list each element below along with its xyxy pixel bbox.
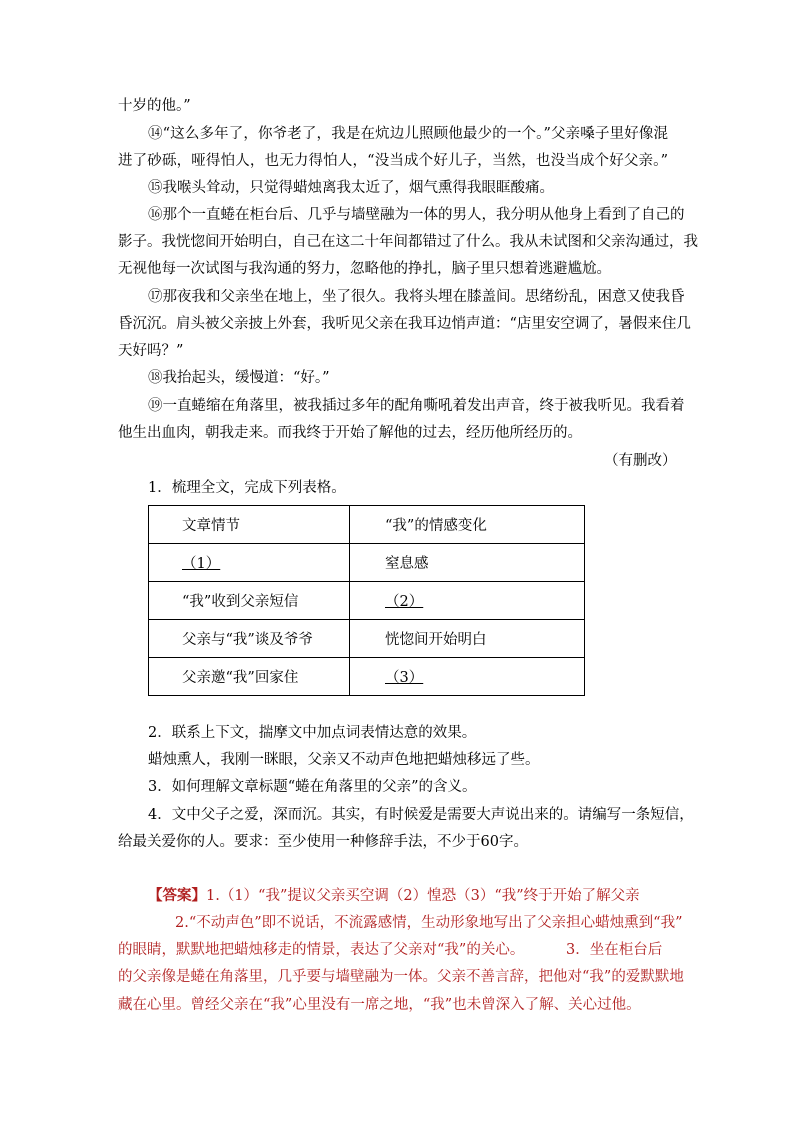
table-row (149, 582, 585, 620)
answer-1 (148, 886, 640, 906)
question-4-line-1: 4．文中父子之爱，深而沉。其实，有时候爱是需要大声说出来的。请编写一条短信， (148, 807, 694, 823)
paragraph-16-line-2: 影子。我恍惚间开始明白，自己在这二十年间都错过了什么。我从未试图和父亲沟通过，我 (118, 234, 698, 250)
blank-1[interactable]: （1） (182, 556, 221, 572)
blank-2[interactable]: （2） (385, 594, 424, 610)
paragraph-15: ⑮我喉头耸动，只觉得蜡烛离我太近了，烟气熏得我眼眶酸痛。 (148, 180, 554, 196)
paragraph-19-line-2: 他生出血肉，朝我走来。而我终于开始了解他的过去，经历他所经历的。 (118, 425, 582, 441)
table-header-row (149, 506, 585, 544)
answer-label: 【答案】 (148, 887, 206, 904)
answer-3-line-1: 的父亲像是蜷在角落里，几乎要与墙壁融为一体。父亲不善言辞，把他对“我”的爱默默地 (118, 969, 684, 985)
question-1: 1．梳理全文，完成下列表格。 (148, 480, 346, 496)
table-row (149, 544, 585, 582)
table-header: 文章情节 (149, 506, 350, 544)
table-header: “我”的情感变化 (350, 506, 585, 544)
paragraph-intro-end: 十岁的他。” (118, 98, 191, 114)
answer-3-start: 3．坐在柜台后 (566, 942, 663, 958)
paragraph-16-line-3: 无视他每一次试图与我沟通的努力，忽略他的挣扎，脑子里只想着逃避尴尬。 (118, 261, 611, 277)
table-cell: 窒息感 (350, 544, 585, 582)
paragraph-18: ⑱我抬起头，缓慢道：“好。” (148, 370, 330, 386)
source-note: （有删改） (604, 453, 677, 469)
table-row (149, 620, 585, 658)
paragraph-17-line-1: ⑰那夜我和父亲坐在地上，坐了很久。我将头埋在膝盖间。思绪纷乱，困意又使我昏 (148, 289, 685, 305)
blank-3[interactable]: （3） (385, 670, 424, 686)
paragraph-14-line-2: 进了砂砾，哑得怕人，也无力得怕人，“没当成个好儿子，当然，也没当成个好父亲。” (118, 153, 668, 169)
question-2-sentence: 蜡烛熏人，我刚一眯眼，父亲又不动声色地把蜡烛移远了些。 (148, 752, 540, 768)
answer-3-line-2: 藏在心里。曾经父亲在“我”心里没有一席之地，“我”也未曾深入了解、关心过他。 (118, 997, 641, 1013)
table-cell: 恍惚间开始明白 (350, 620, 585, 658)
paragraph-17-line-2: 昏沉沉。肩头被父亲披上外套，我听见父亲在我耳边悄声道：“店里安空调了，暑假来住几 (118, 316, 691, 332)
paragraph-17-line-3: 天好吗？” (118, 343, 184, 359)
answer-1-text: 1.（1）“我”提议父亲买空调（2）惶恐（3）“我”终于开始了解父亲 (206, 888, 640, 904)
table-cell: 父亲邀“我”回家住 (149, 658, 350, 696)
answer-2-line-1: 2.“不动声色”即不说话，不流露感情，生动形象地写出了父亲担心蜡烛熏到“我” (175, 915, 683, 931)
table-row (149, 658, 585, 696)
plot-emotion-table (148, 505, 585, 696)
table-cell: “我”收到父亲短信 (149, 582, 350, 620)
question-4-line-2: 给最关爱你的人。要求：至少使用一种修辞手法，不少于60字。 (118, 834, 528, 850)
question-3: 3．如何理解文章标题“蜷在角落里的父亲”的含义。 (148, 779, 477, 795)
question-2: 2．联系上下文，揣摩文中加点词表情达意的效果。 (148, 725, 477, 741)
answer-2-line-2: 的眼睛，默默地把蜡烛移走的情景，表达了父亲对“我”的关心。 (118, 942, 525, 958)
paragraph-16-line-1: ⑯那个一直蜷在柜台后、几乎与墙壁融为一体的男人，我分明从他身上看到了自己的 (148, 207, 685, 223)
paragraph-19-line-1: ⑲一直蜷缩在角落里，被我插过多年的配角嘶吼着发出声音，终于被我听见。我看着 (148, 398, 685, 414)
paragraph-14-line-1: ⑭“这么多年了，你爷老了，我是在炕边儿照顾他最少的一个。”父亲嗓子里好像混 (148, 126, 668, 142)
table-cell: 父亲与“我”谈及爷爷 (149, 620, 350, 658)
